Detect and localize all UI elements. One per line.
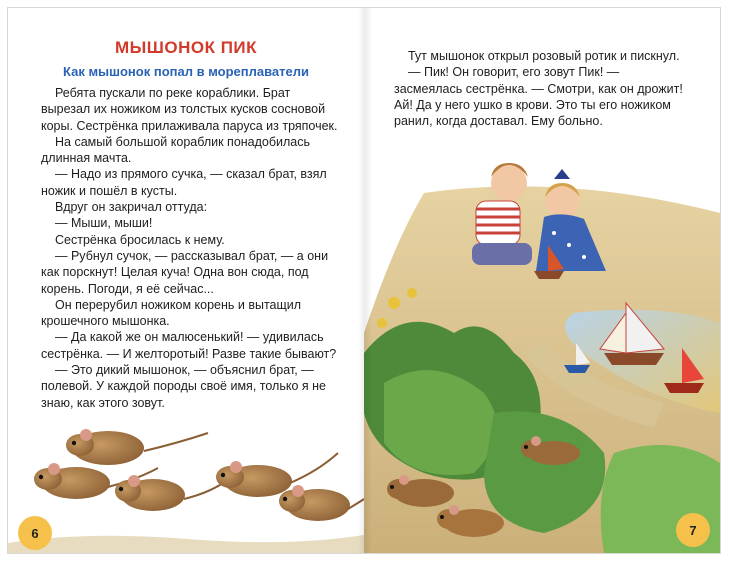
paragraph: — Это дикий мышонок, — объяснил брат, — полевой. У каждой породы своё имя, только я не знаю, как этого зовут. [41, 363, 326, 410]
paragraph: Сестрёнка бросилась к нему. [55, 232, 225, 247]
chapter-title: МЫШОНОК ПИК [114, 38, 258, 57]
paragraph: Ребята пускали по реке кораблики. Брат вырезал их ножиком из толстых кусков сосновой коры. Сестрёнка прилаживала паруса из тряпочек. [41, 86, 338, 133]
paragraph: — Пик! Он говорит, его зовут Пик! — засмеялась сестрёнка. — Смотри, как он дрожит! Ай! Да у него ушко в крови. Это ты его ножиком ранил, когда доставал. Ему больно. [394, 65, 683, 129]
paragraph: На самый большой кораблик понадобилась длинная мачта. [41, 134, 311, 166]
paragraph: Вдруг он закричал оттуда: [55, 200, 208, 215]
children-stream-illustration [364, 153, 720, 553]
left-page-text [41, 85, 341, 411]
mouse-icon [115, 475, 223, 511]
paragraph: — Мыши, мыши! [55, 216, 153, 231]
paragraph: — Надо из прямого сучка, — сказал брат, взял ножик и пошёл в кусты. [41, 167, 327, 198]
paragraph: Он перерубил ножиком корень и вытащил крошечного мышонка. [41, 297, 302, 329]
book-spread [8, 8, 720, 553]
field-mice-illustration [8, 413, 364, 553]
mouse-icon [279, 485, 364, 521]
right-page-text [394, 48, 689, 129]
book-gutter [358, 8, 372, 553]
page-number-left: 6 [18, 516, 52, 550]
left-page [8, 8, 364, 553]
mouse-icon [66, 429, 208, 465]
paragraph: — Рубнул сучок, — рассказывал брат, — а они как порскнут! Целая куча! Одна вон сюда, под корень. Погоди, я её сейчас... [41, 248, 329, 296]
chapter-subtitle: Как мышонок попал в мореплаватели [63, 64, 309, 79]
paragraph: — Да какой же он малюсенький! — удивилась сестрёнка. — И желторотый! Разве такие бывают? [41, 330, 337, 361]
page-number-right: 7 [676, 513, 710, 547]
right-page [364, 8, 720, 553]
paragraph: Тут мышонок открыл розовый ротик и пискнул. [408, 49, 680, 63]
